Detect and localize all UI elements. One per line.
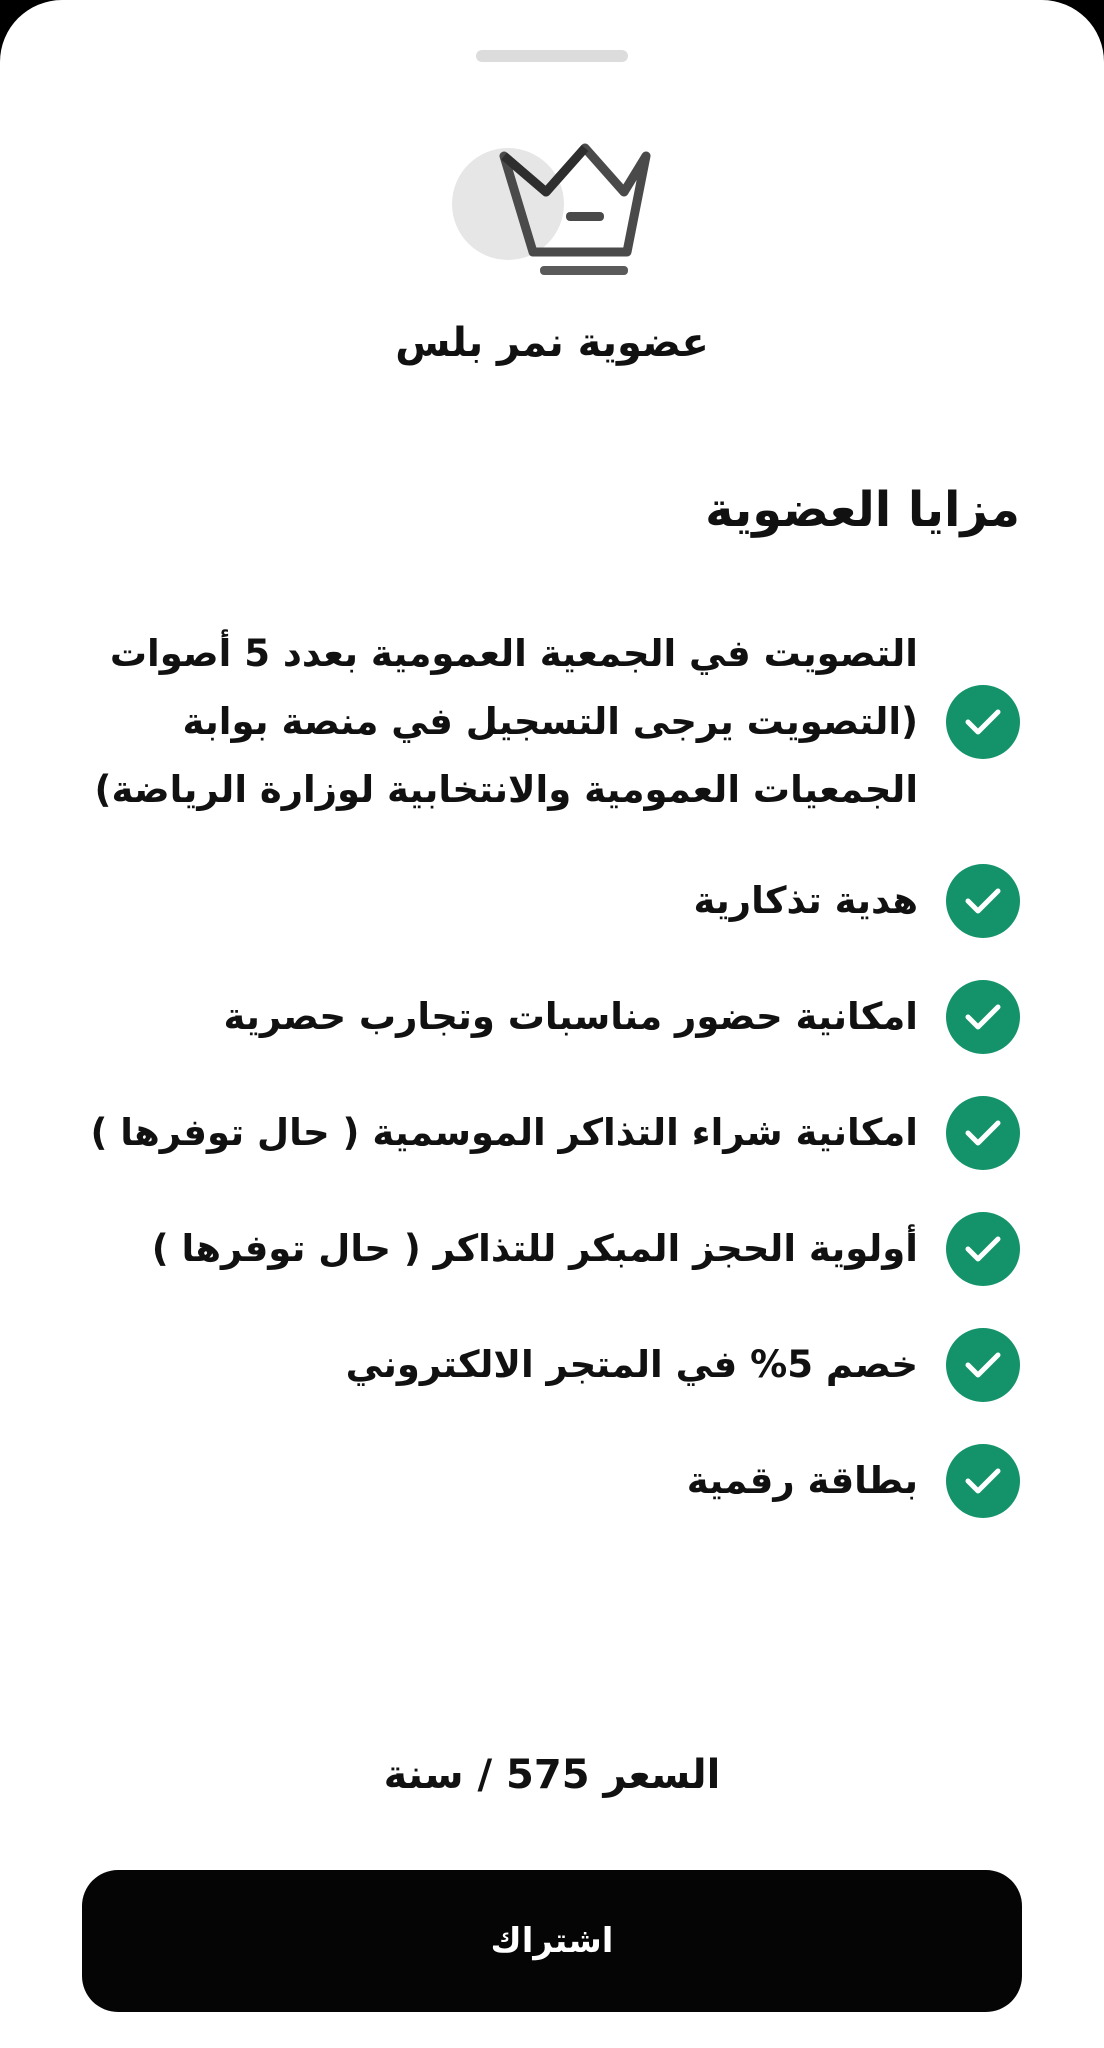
benefit-label: امكانية حضور مناسبات وتجارب حصرية	[223, 995, 918, 1038]
benefit-item	[70, 1444, 1020, 1518]
check-circle-icon	[946, 685, 1020, 759]
price-label: السعر 575 / سنة	[383, 1752, 721, 1798]
benefit-label: خصم 5% في المتجر الالكتروني	[345, 1343, 918, 1386]
benefit-item	[70, 1328, 1020, 1402]
check-circle-icon	[946, 1328, 1020, 1402]
check-circle-icon	[946, 980, 1020, 1054]
benefit-item	[70, 1096, 1020, 1170]
benefit-label: امكانية شراء التذاكر الموسمية ( حال توفرها )	[90, 1111, 918, 1154]
benefit-label: أولوية الحجز المبكر للتذاكر ( حال توفرها )	[151, 1227, 918, 1270]
benefit-item	[70, 1212, 1020, 1286]
benefit-item	[70, 864, 1020, 938]
check-circle-icon	[946, 1444, 1020, 1518]
subscribe-button[interactable]: اشتراك	[82, 1870, 1022, 2012]
check-circle-icon	[946, 1212, 1020, 1286]
crown-icon	[452, 128, 662, 278]
sheet-drag-handle[interactable]	[476, 50, 628, 62]
benefit-label: هدية تذكارية	[693, 879, 918, 922]
check-circle-icon	[946, 1096, 1020, 1170]
benefits-list	[70, 620, 1020, 1560]
check-circle-icon	[946, 864, 1020, 938]
benefit-item	[70, 620, 1020, 824]
benefit-label: بطاقة رقمية	[686, 1459, 918, 1502]
benefit-item	[70, 980, 1020, 1054]
membership-title: عضوية نمر بلس	[395, 320, 709, 366]
benefit-label: التصويت في الجمعية العمومية بعدد 5 أصوات (التصويت يرجى التسجيل في منصة بوابة الجمعيات العمومية والانتخابية لوزارة الرياضة)	[94, 632, 918, 811]
benefits-heading: مزايا العضوية	[705, 482, 1020, 538]
